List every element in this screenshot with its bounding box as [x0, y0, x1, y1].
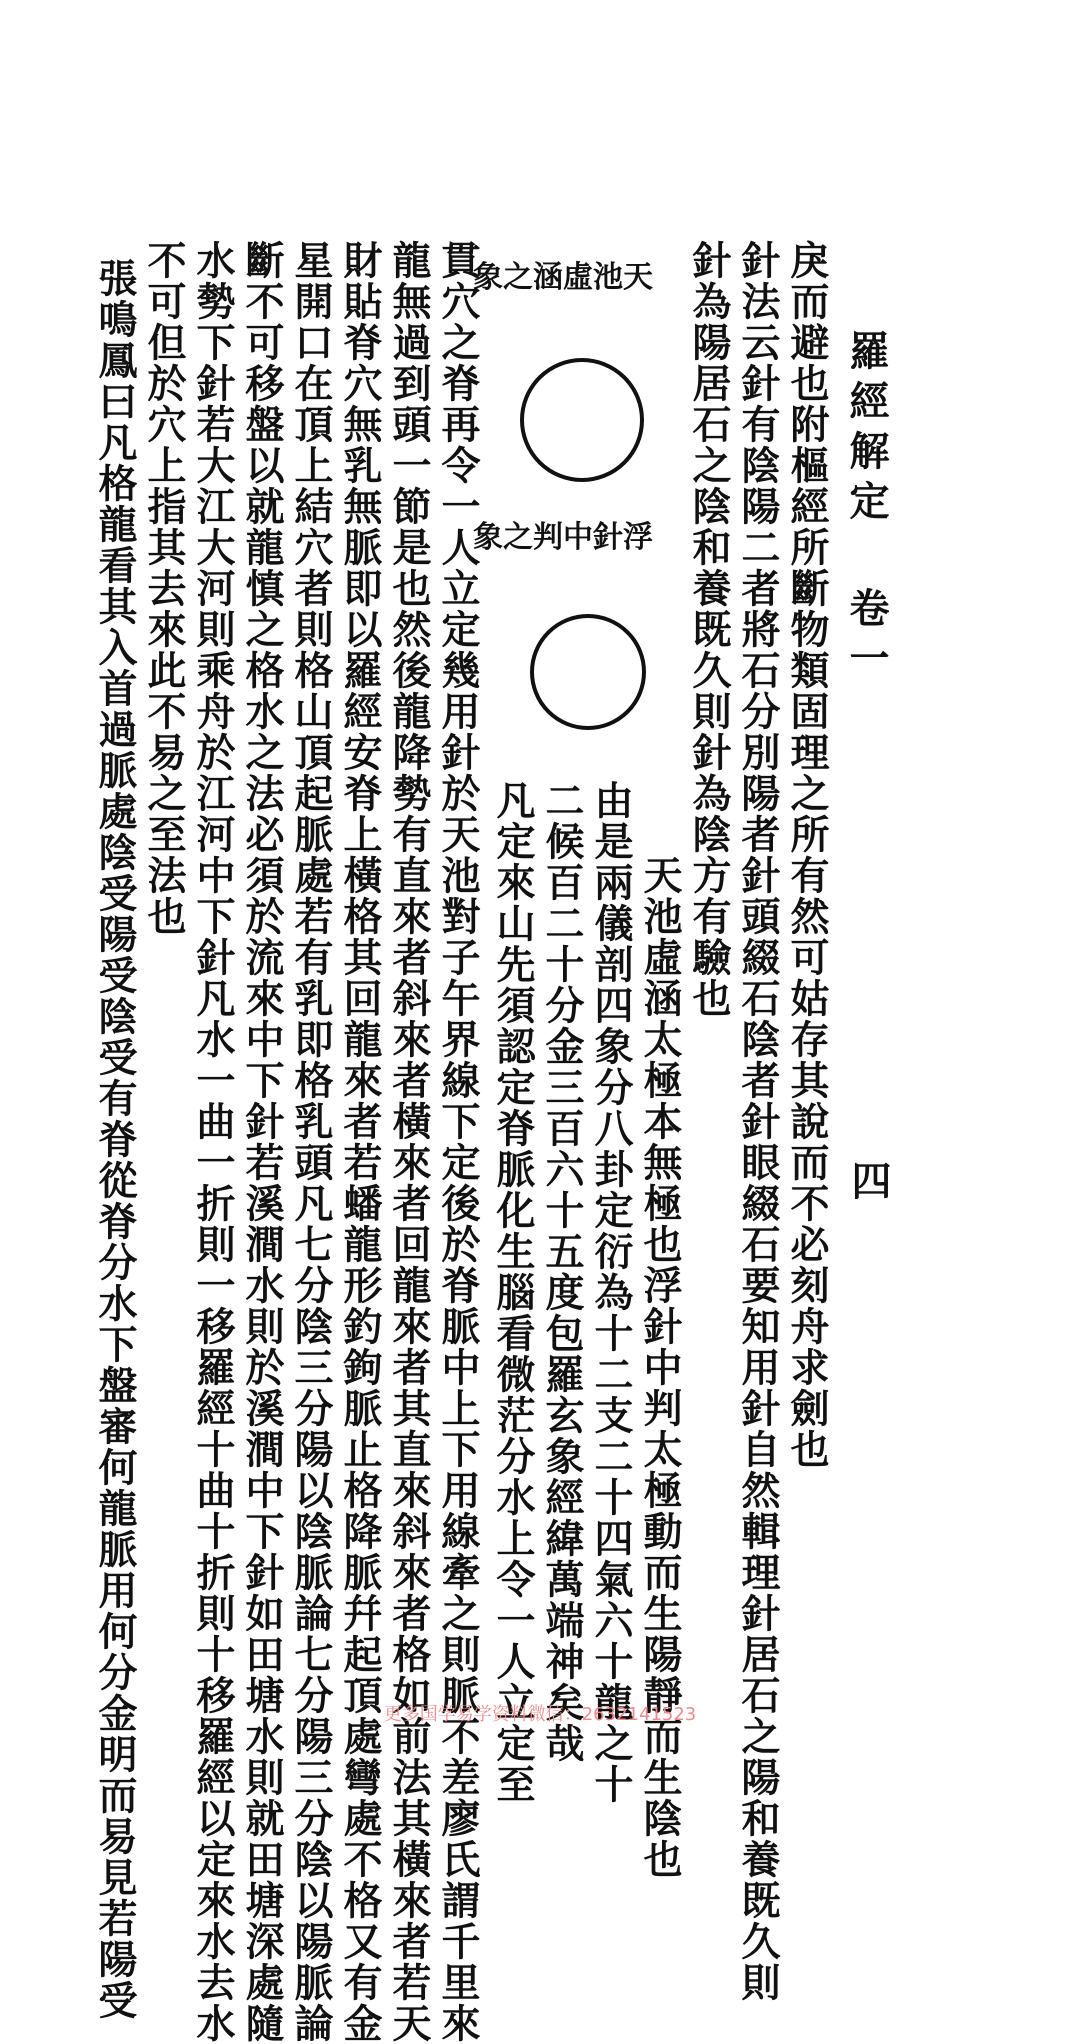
tianchi-circle-figure [520, 358, 644, 482]
text-column: 張鳴鳳曰凡格龍看其入首過脈處陰受陽受陰受有脊從脊分水下盤審何龍脈用何分金明而易見若陽受 [92, 258, 138, 2021]
text-column: 水勢下針若大江大河則乘舟於江河中下針凡水一曲一折則一移羅經十曲十折則十移羅經以定來水去水 [190, 240, 236, 2044]
fuzhen-circle-figure [530, 614, 646, 730]
text-column: 不可但於穴上指其去來此不易之至法也 [141, 240, 187, 937]
text-column: 天池虛涵太極本無極也浮針中判太極動而生陽靜而生陰也 [637, 855, 683, 1880]
text-column: 由是兩儀剖四象分八卦定衍為十二支二十四氣六十龍之十 [588, 780, 634, 1805]
text-column: 財貼脊穴無乳無脈即以羅經安脊上橫格其回龍來者若蟠龍形釣鉤脈止格降脈幷起頂處彎處不格又有金 [337, 240, 383, 2044]
text-column: 貫穴之脊再令一人立定幾用針於天池對子午界線下定後於脊脈中上下用線牽之則脈不差廖氏謂千里來 [435, 240, 481, 2044]
figure-caption: 天池虛涵之象 [473, 260, 653, 295]
watermark-text: 更多国学易学资料微信：2632141523 [383, 1704, 697, 1725]
page-number: 四 [845, 1160, 892, 1200]
text-column: 二候百二十分金三百六十五度包羅玄象經緯萬端神矣哉 [539, 780, 585, 1764]
text-column: 星開口在頂上結穴者則格山頂起脈處若有乳即格乳頭凡七分陰三分陽以陰脈論七分陽三分陰以陽脈論 [288, 240, 334, 2044]
running-header: 羅經解定 卷一 [843, 330, 890, 687]
text-column: 龍無過到頭一節是也然後龍降勢有直來者斜來者橫來者回龍來者其直來斜來者格如前法其橫來者若天 [386, 240, 432, 2044]
text-column: 凡定來山先須認定脊脈化生腦看微茫分水上令一人立定至 [490, 780, 536, 1805]
text-column: 戾而避也附樞經所斷物類固理之所有然可姑存其說而不必刻舟求劍也 [784, 240, 830, 1470]
text-column: 斷不可移盤以就龍慎之格水之法必須於流來中下針若溪澗水則於溪澗中下針如田塘水則就田塘深處隨 [239, 240, 285, 2044]
text-column: 針為陽居石之陰和養既久則針為陰方有驗也 [686, 240, 732, 1019]
figure-caption: 浮針中判之象 [473, 520, 653, 555]
text-column: 針法云針有陰陽二者將石分別陽者針頭綴石陰者針眼綴石要知用針自然輯理針居石之陽和養既久則 [735, 240, 781, 2003]
